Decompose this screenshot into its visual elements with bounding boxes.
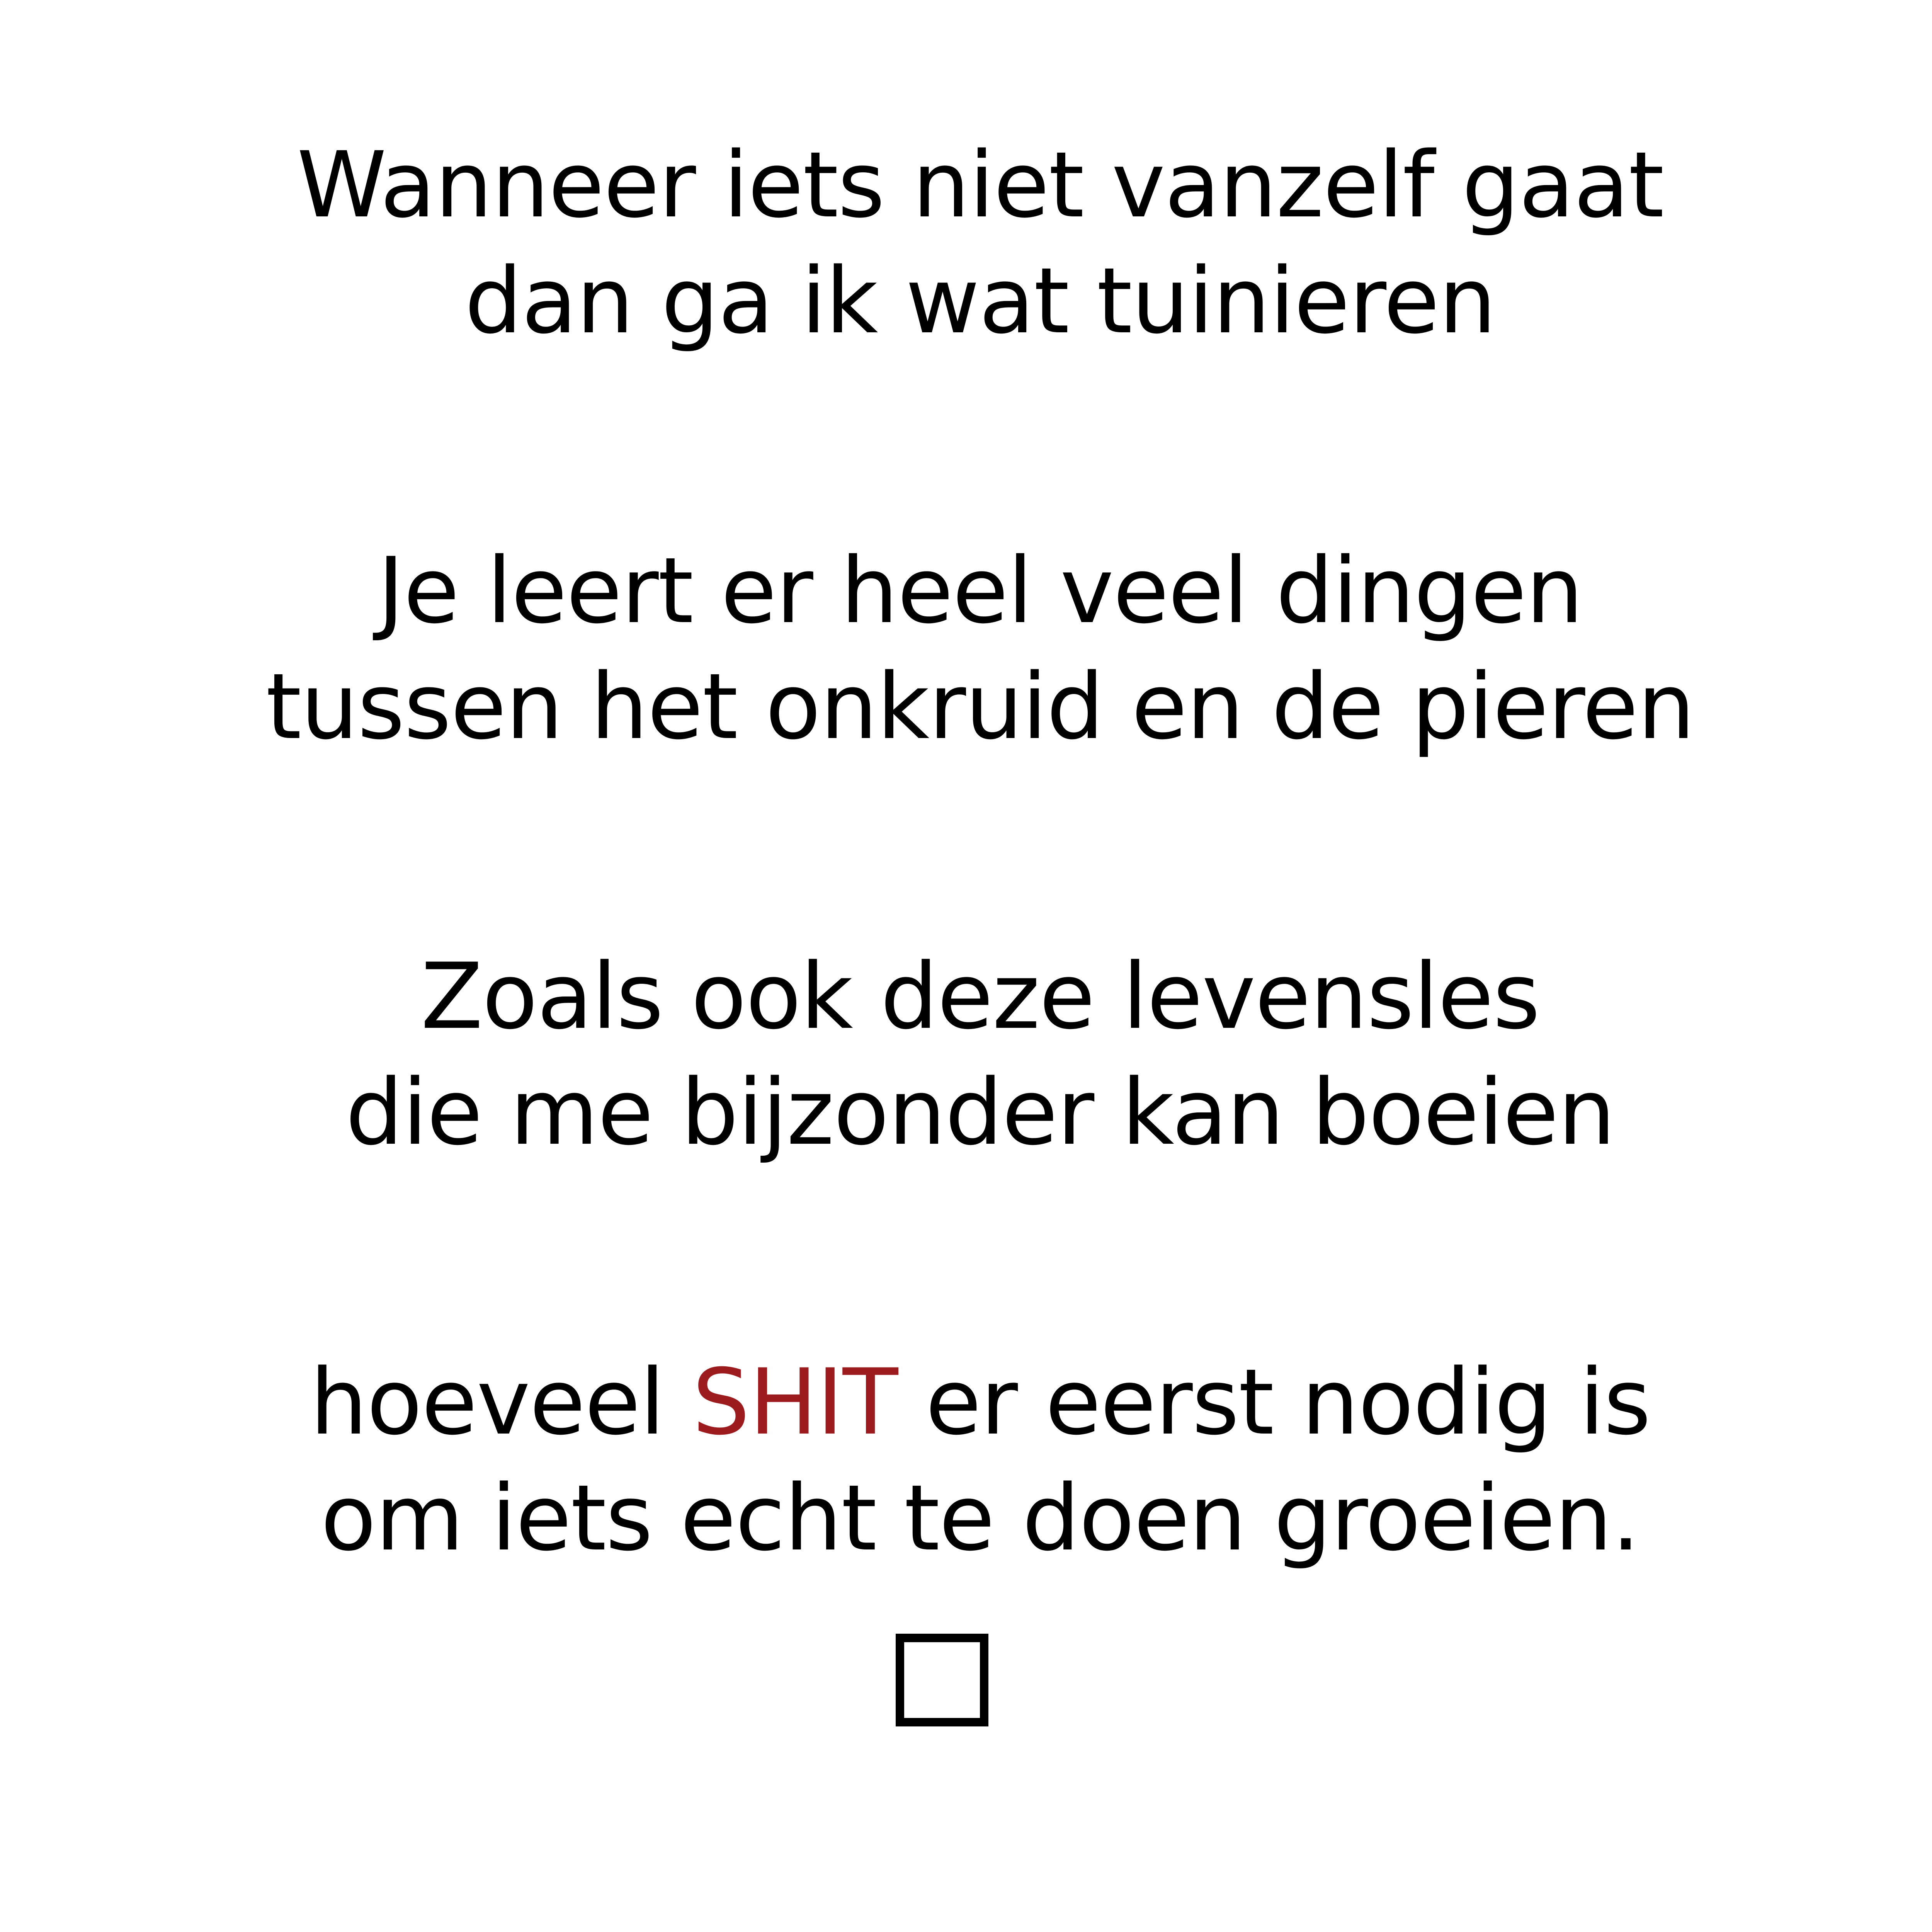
highlighted-word: SHIT xyxy=(692,1350,898,1455)
poem-line: die me bijzonder kan boeien xyxy=(345,1060,1615,1165)
poem-line: om iets echt te doen groeien. xyxy=(320,1466,1640,1571)
stanza-1 xyxy=(0,128,1932,359)
poem-line: dan ga ik wat tuinieren xyxy=(464,248,1496,354)
poem-line xyxy=(0,1345,1932,1461)
poem-line: tussen het onkruid en de pieren xyxy=(266,654,1694,760)
poem-line: Je leert er heel veel dingen xyxy=(378,538,1583,644)
poem-text: er eerst nodig is xyxy=(897,1350,1650,1455)
square-outline-icon xyxy=(896,1634,988,1726)
poem xyxy=(0,128,1932,1750)
stanza-2 xyxy=(0,533,1932,765)
poem-line: Zoals ook deze levensles xyxy=(420,944,1540,1049)
stanza-3 xyxy=(0,939,1932,1171)
poem-line: Wanneer iets niet vanzelf gaat xyxy=(297,133,1663,238)
poem-text: hoeveel xyxy=(310,1350,692,1455)
stanza-4 xyxy=(0,1345,1932,1577)
